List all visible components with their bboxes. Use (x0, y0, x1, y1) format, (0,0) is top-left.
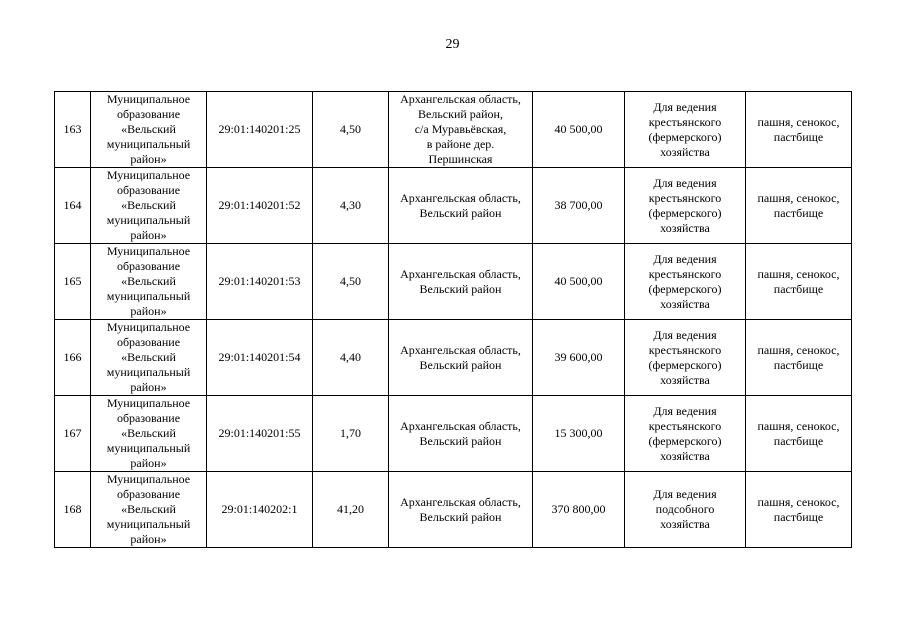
table-row (55, 320, 852, 396)
table-row (55, 168, 852, 244)
cell-area: 4,50 (313, 92, 389, 168)
page-number: 29 (445, 37, 460, 52)
cell-area: 4,50 (313, 244, 389, 320)
cell-location: Архангельская область, Вельский район, с/а Муравьёвская, в районе дер. Першинская (389, 92, 533, 168)
cell-price: 40 500,00 (533, 244, 625, 320)
cell-land-type: пашня, сенокос, пастбище (746, 320, 852, 396)
cell-price: 38 700,00 (533, 168, 625, 244)
table-row (55, 92, 852, 168)
cell-area: 41,20 (313, 472, 389, 548)
cell-owner: Муниципальное образование «Вельский муниципальный район» (91, 92, 207, 168)
table-row (55, 396, 852, 472)
cell-land-type: пашня, сенокос, пастбище (746, 396, 852, 472)
cell-owner: Муниципальное образование «Вельский муниципальный район» (91, 244, 207, 320)
cell-cadastral-number: 29:01:140201:54 (207, 320, 313, 396)
cell-number: 165 (55, 244, 91, 320)
cell-number: 163 (55, 92, 91, 168)
cell-owner: Муниципальное образование «Вельский муниципальный район» (91, 472, 207, 548)
cell-land-type: пашня, сенокос, пастбище (746, 472, 852, 548)
cell-owner: Муниципальное образование «Вельский муниципальный район» (91, 168, 207, 244)
cell-location: Архангельская область, Вельский район (389, 244, 533, 320)
cell-land-type: пашня, сенокос, пастбище (746, 244, 852, 320)
cell-owner: Муниципальное образование «Вельский муниципальный район» (91, 320, 207, 396)
cell-purpose: Для ведения крестьянского (фермерского) хозяйства (625, 396, 746, 472)
table-row (55, 472, 852, 548)
cell-cadastral-number: 29:01:140201:25 (207, 92, 313, 168)
cell-land-type: пашня, сенокос, пастбище (746, 168, 852, 244)
cell-price: 39 600,00 (533, 320, 625, 396)
table-body (55, 92, 852, 548)
cell-land-type: пашня, сенокос, пастбище (746, 92, 852, 168)
cell-cadastral-number: 29:01:140202:1 (207, 472, 313, 548)
cell-purpose: Для ведения крестьянского (фермерского) хозяйства (625, 92, 746, 168)
cell-area: 4,40 (313, 320, 389, 396)
cell-owner: Муниципальное образование «Вельский муниципальный район» (91, 396, 207, 472)
cell-purpose: Для ведения крестьянского (фермерского) хозяйства (625, 320, 746, 396)
cell-price: 370 800,00 (533, 472, 625, 548)
cell-cadastral-number: 29:01:140201:55 (207, 396, 313, 472)
cell-purpose: Для ведения подсобного хозяйства (625, 472, 746, 548)
cell-area: 4,30 (313, 168, 389, 244)
cell-purpose: Для ведения крестьянского (фермерского) хозяйства (625, 244, 746, 320)
cell-cadastral-number: 29:01:140201:52 (207, 168, 313, 244)
table-row (55, 244, 852, 320)
cell-cadastral-number: 29:01:140201:53 (207, 244, 313, 320)
cell-price: 15 300,00 (533, 396, 625, 472)
cell-location: Архангельская область, Вельский район (389, 472, 533, 548)
cell-number: 164 (55, 168, 91, 244)
cell-area: 1,70 (313, 396, 389, 472)
land-plots-table (54, 91, 852, 548)
cell-location: Архангельская область, Вельский район (389, 168, 533, 244)
cell-location: Архангельская область, Вельский район (389, 396, 533, 472)
cell-number: 166 (55, 320, 91, 396)
cell-number: 167 (55, 396, 91, 472)
cell-location: Архангельская область, Вельский район (389, 320, 533, 396)
cell-purpose: Для ведения крестьянского (фермерского) хозяйства (625, 168, 746, 244)
cell-price: 40 500,00 (533, 92, 625, 168)
cell-number: 168 (55, 472, 91, 548)
